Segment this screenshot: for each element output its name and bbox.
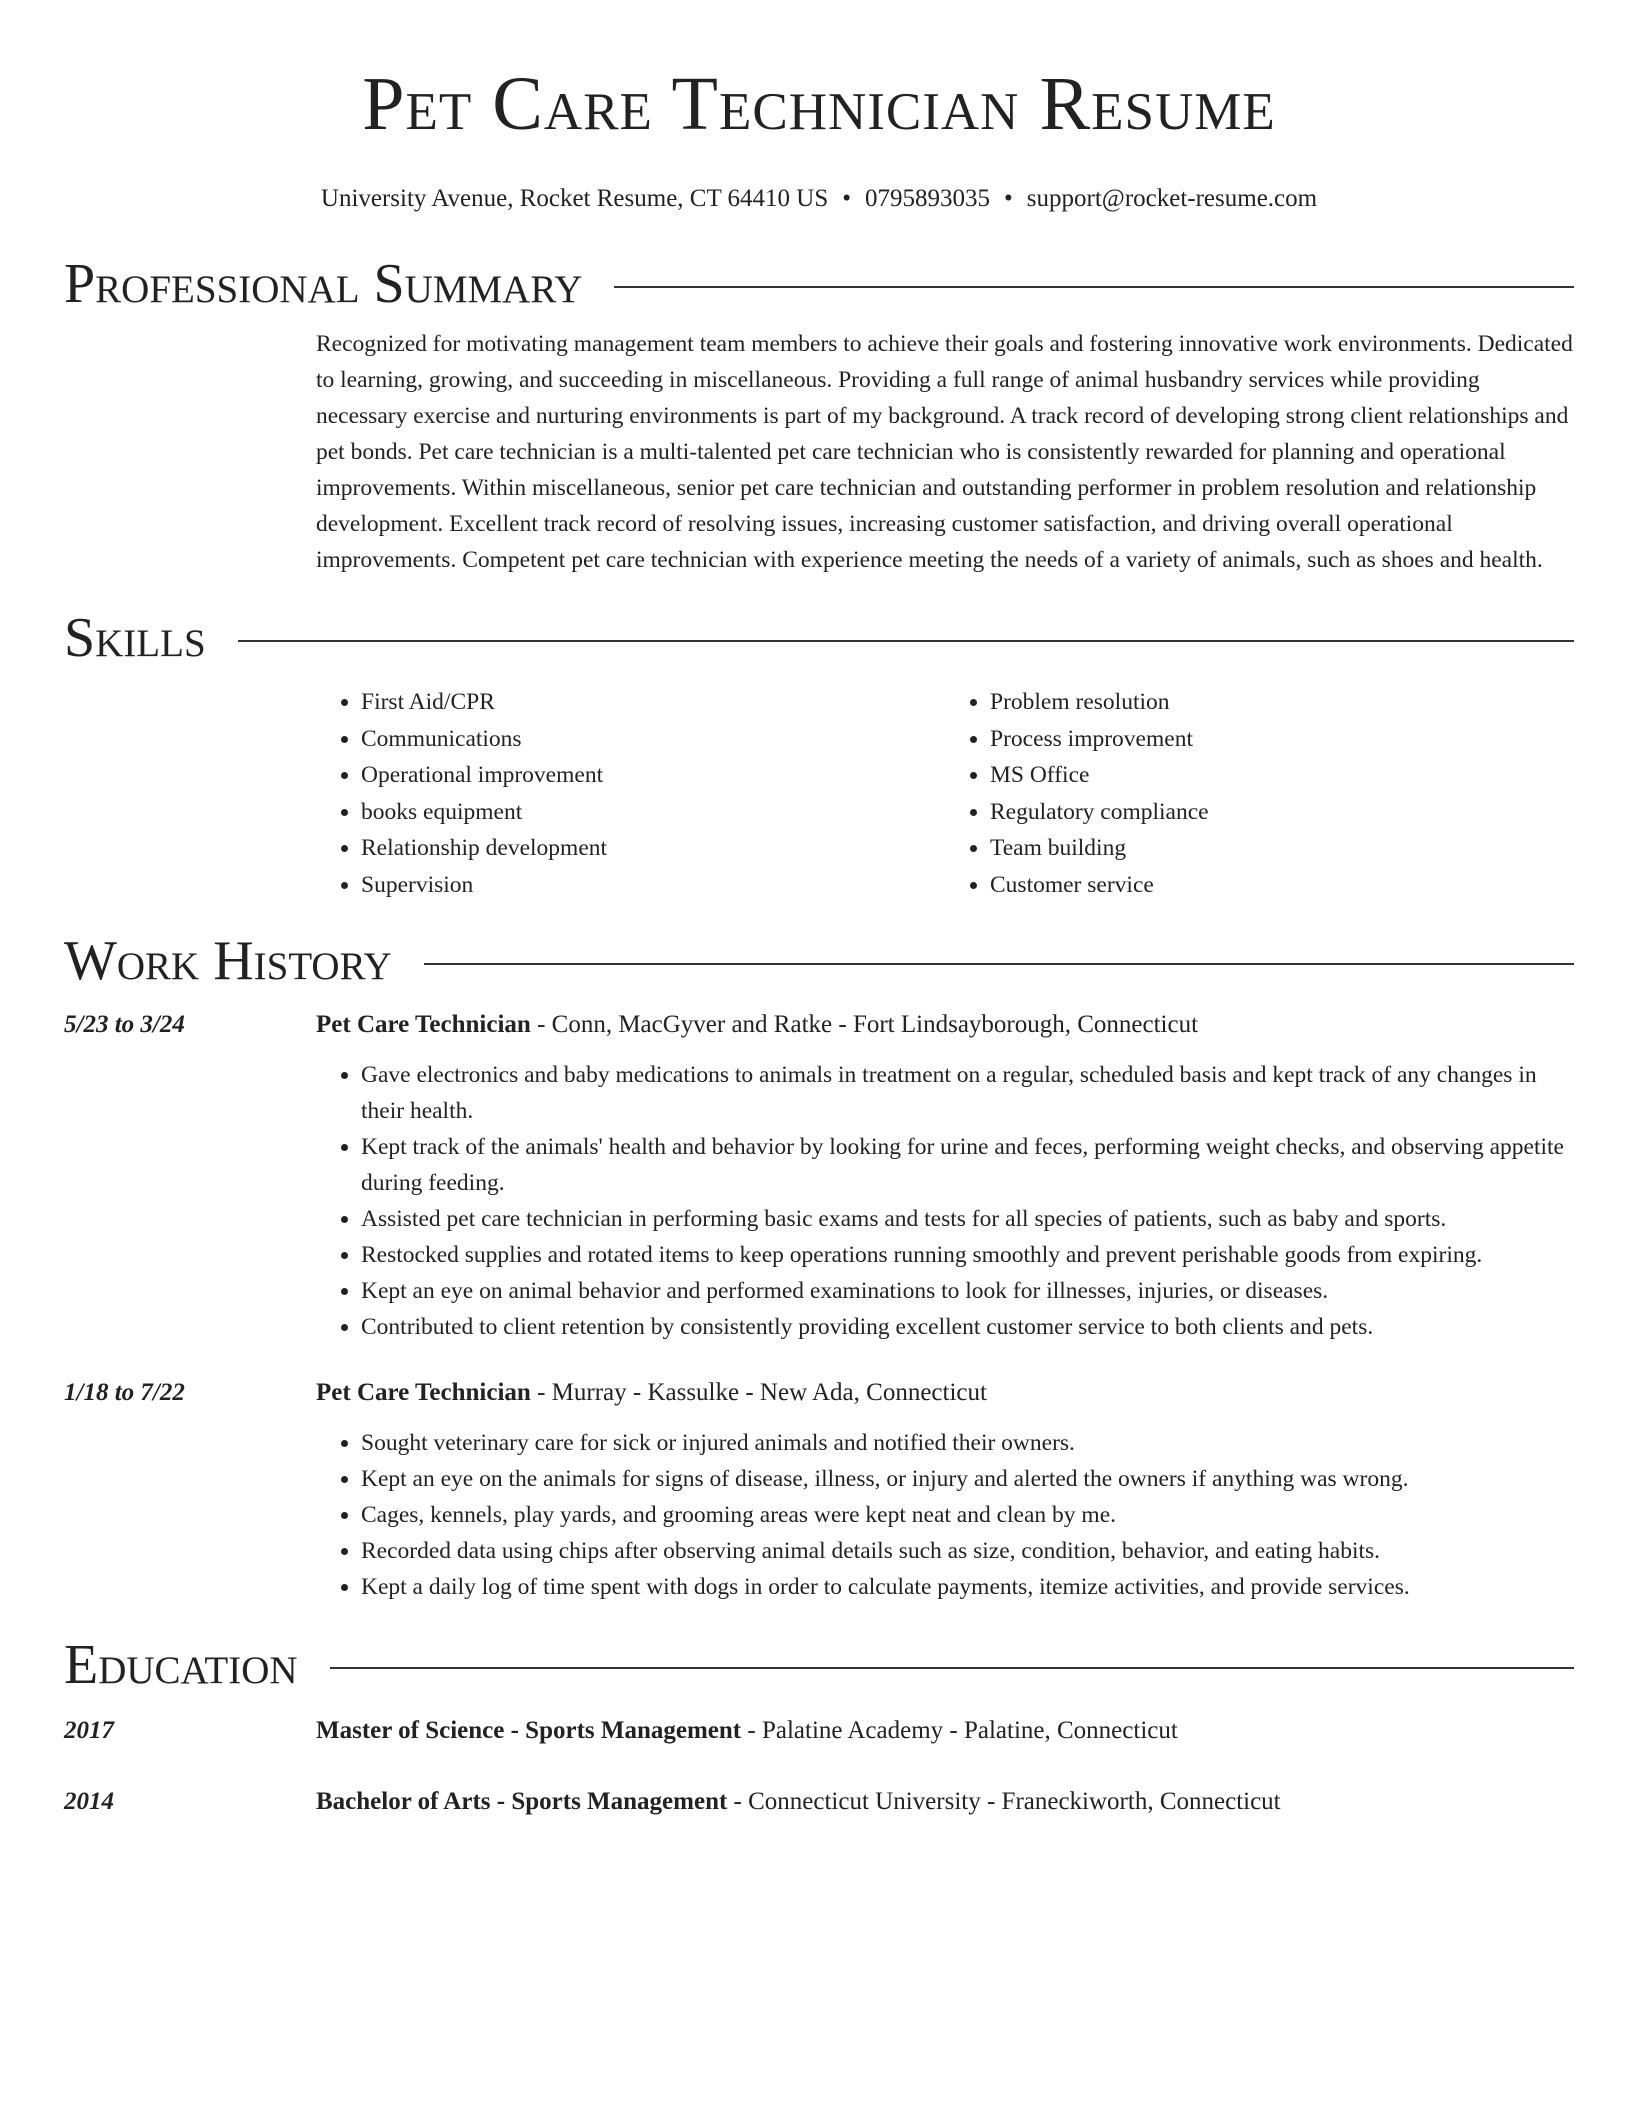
education-year: 2014	[64, 1788, 114, 1815]
job-header	[316, 1375, 1574, 1411]
education-degree: Bachelor of Arts - Sports Management	[316, 1788, 728, 1815]
job-bullets	[316, 1057, 1574, 1345]
job-dates: 5/23 to 3/24	[64, 1011, 185, 1038]
education-content	[316, 1784, 1574, 1820]
skill-item: • Relationship development	[361, 830, 945, 867]
job-details: - Conn, MacGyver and Ratke - Fort Lindsayborough, Connecticut	[530, 1011, 1199, 1038]
section-divider	[330, 1667, 1574, 1669]
job-entry	[64, 1007, 1574, 1345]
skill-item: • Process improvement	[990, 721, 1574, 758]
job-bullet: • Recorded data using chips after observing animal details such as size, condition, behavior, and eating habits.	[361, 1533, 1574, 1569]
skills-section-heading	[64, 606, 1574, 670]
job-bullet: • Kept a daily log of time spent with dogs in order to calculate payments, itemize activities, and provide services.	[361, 1569, 1574, 1605]
education-section-heading	[64, 1633, 1574, 1697]
skills-list-left	[316, 684, 945, 903]
section-divider	[424, 963, 1574, 965]
job-bullet: • Assisted pet care technician in performing basic exams and tests for all species of patients, such as baby and sports.	[361, 1201, 1574, 1237]
summary-heading: Professional Summary	[64, 253, 583, 315]
job-title: Pet Care Technician	[316, 1379, 531, 1406]
section-divider	[238, 640, 1574, 642]
contact-email: support@rocket-resume.com	[1026, 185, 1318, 212]
education-entry	[64, 1784, 1574, 1820]
education-details: - Connecticut University - Franeckiworth, Connecticut	[727, 1788, 1281, 1815]
education-content	[316, 1713, 1574, 1749]
skills-list-right	[945, 684, 1574, 903]
skill-item: • books equipment	[361, 794, 945, 831]
education-heading: Education	[64, 1634, 298, 1696]
job-content	[316, 1375, 1574, 1605]
job-title: Pet Care Technician	[316, 1011, 531, 1038]
job-header	[316, 1007, 1574, 1043]
work-heading: Work History	[64, 930, 392, 992]
job-bullet: • Restocked supplies and rotated items to keep operations running smoothly and prevent perishable goods from expiring.	[361, 1237, 1574, 1273]
job-bullet: • Sought veterinary care for sick or injured animals and notified their owners.	[361, 1425, 1574, 1461]
contact-address: University Avenue, Rocket Resume, CT 64410 US	[320, 185, 829, 212]
job-bullet: • Kept an eye on the animals for signs of disease, illness, or injury and alerted the owners if anything was wrong.	[361, 1461, 1574, 1497]
job-content	[316, 1007, 1574, 1345]
skill-item: • MS Office	[990, 757, 1574, 794]
summary-body	[316, 326, 1574, 578]
education-degree: Master of Science - Sports Management	[316, 1717, 742, 1744]
skill-item: • Communications	[361, 721, 945, 758]
job-bullets	[316, 1425, 1574, 1605]
resume-title: Pet Care Technician Resume	[362, 62, 1276, 146]
contact-separator: •	[842, 185, 852, 212]
skill-item: • Operational improvement	[361, 757, 945, 794]
contact-line	[64, 184, 1574, 214]
section-divider	[614, 286, 1574, 288]
skills-heading: Skills	[64, 607, 206, 669]
job-bullet: • Contributed to client retention by consistently providing excellent customer service to both clients and pets.	[361, 1309, 1574, 1345]
work-section-heading	[64, 929, 1574, 993]
summary-text: Recognized for motivating management team members to achieve their goals and fostering innovative work environments. Dedicated to learning, growing, and succeeding in miscellaneous. Providing a full range of animal husbandry services while providing necessary exercise and nurturing environments is part of my background. A track record of developing strong client relationships and pet bonds. Pet care technician is a multi-talented pet care technician who is consistently rewarded for planning and operational improvements. Within miscellaneous, senior pet care technician and outstanding performer in problem resolution and relationship development. Excellent track record of resolving issues, increasing customer satisfaction, and driving overall operational improvements. Competent pet care technician with experience meeting the needs of a variety of animals, such as shoes and health.	[316, 331, 1573, 573]
skill-item: • Problem resolution	[990, 684, 1574, 721]
summary-section-heading	[64, 252, 1574, 316]
job-bullet: • Kept an eye on animal behavior and performed examinations to look for illnesses, injuries, or diseases.	[361, 1273, 1574, 1309]
job-entry	[64, 1375, 1574, 1605]
job-dates: 1/18 to 7/22	[64, 1379, 185, 1406]
education-year: 2017	[64, 1717, 114, 1744]
education-entry	[64, 1713, 1574, 1749]
skill-item: • First Aid/CPR	[361, 684, 945, 721]
job-details: - Murray - Kassulke - New Ada, Connecticut	[530, 1379, 987, 1406]
skill-item: • Customer service	[990, 867, 1574, 904]
contact-separator: •	[1004, 185, 1013, 212]
job-bullet: • Cages, kennels, play yards, and grooming areas were kept neat and clean by me.	[361, 1497, 1574, 1533]
skill-item: • Team building	[990, 830, 1574, 867]
skill-item: • Supervision	[361, 867, 945, 904]
skill-item: • Regulatory compliance	[990, 794, 1574, 831]
contact-phone: 0795893035	[865, 185, 991, 212]
job-bullet: • Gave electronics and baby medications to animals in treatment on a regular, scheduled basis and kept track of any changes in their health.	[361, 1057, 1574, 1129]
resume-page	[64, 0, 1574, 1820]
education-details: - Palatine Academy - Palatine, Connecticut	[741, 1717, 1178, 1744]
skills-columns	[316, 684, 1574, 903]
job-bullet: • Kept track of the animals' health and behavior by looking for urine and feces, performing weight checks, and observing appetite during feeding.	[361, 1129, 1574, 1201]
